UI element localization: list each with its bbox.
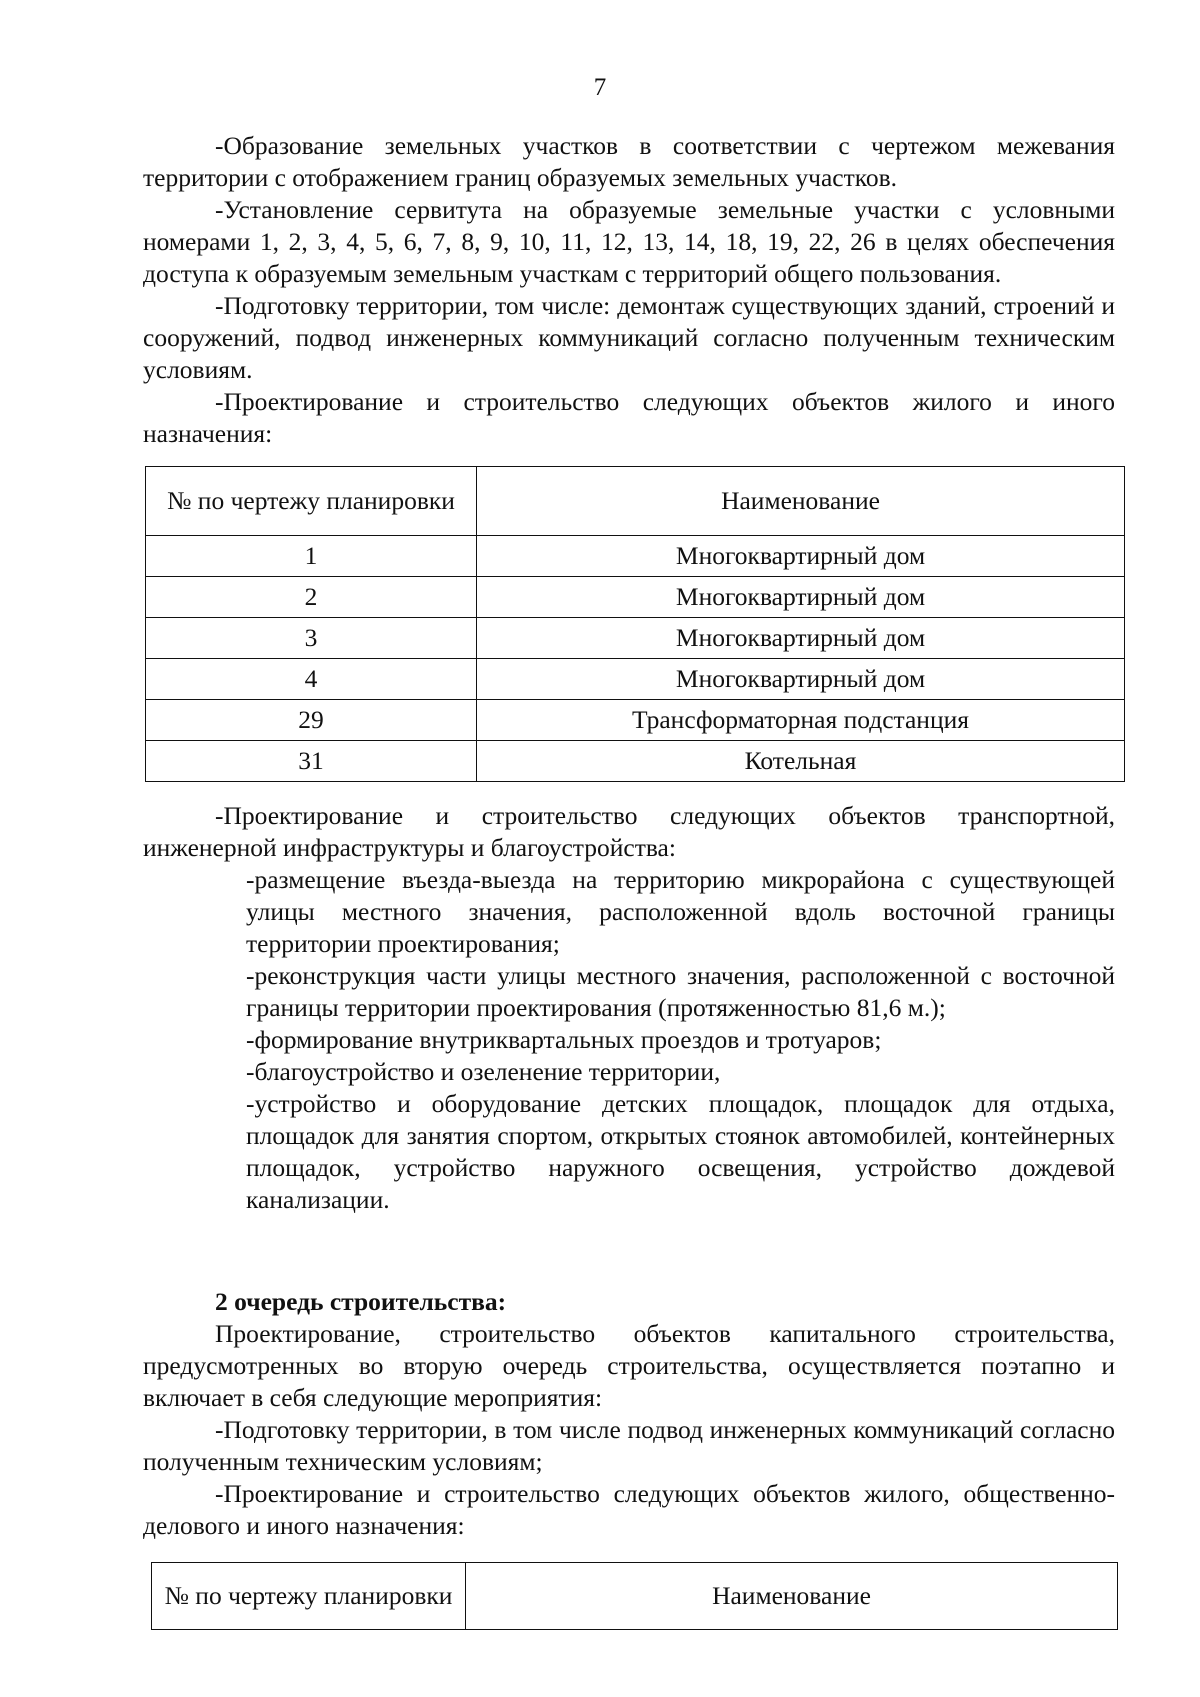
- cell-number: 31: [146, 741, 477, 782]
- header-cell-number: № по чертежу планировки: [152, 1563, 466, 1630]
- list-item: -формирование внутриквартальных проездов и тротуаров;: [246, 1025, 882, 1054]
- page-number: 7: [593, 74, 607, 101]
- cell-name: Котельная: [477, 741, 1125, 782]
- objects-table-stage-1: [145, 466, 1125, 782]
- table-header-row: [152, 1563, 1118, 1630]
- table-header-row: [146, 467, 1125, 536]
- paragraph-servitude: -Установление сервитута на образуемые земельные участки с условными номерами 1, 2, 3, 4, 5, 6, 7, 8, 9, 10, 11, 12, 13, 14, 18, 19, 22, 26 в целях обеспечения доступа к образуемым земельным участкам с территорий общего пользования.: [143, 195, 1115, 288]
- section-2-intro: [143, 800, 1115, 864]
- cell-name: Многоквартирный дом: [477, 536, 1125, 577]
- list-item: -размещение въезда-выезда на территорию микрорайона с существующей улицы местного значения, расположенной вдоль восточной границы территории проектирования;: [246, 865, 1115, 958]
- paragraph-infrastructure: -Проектирование и строительство следующих объектов транспортной, инженерной инфраструктуры и благоустройства:: [143, 801, 1115, 862]
- objects-table-stage-2: [151, 1562, 1118, 1630]
- table-row: [146, 700, 1125, 741]
- header-cell-name: Наименование: [477, 467, 1125, 536]
- section-3: [143, 1318, 1115, 1542]
- section-1: [143, 130, 1115, 450]
- list-item: -устройство и оборудование детских площадок, площадок для отдыха, площадок для занятия спортом, открытых стоянок автомобилей, контейнерных площадок, устройство наружного освещения, устройство дождевой канализации.: [246, 1089, 1115, 1214]
- list-item: -благоустройство и озеленение территории,: [246, 1057, 721, 1086]
- table-row: [146, 659, 1125, 700]
- cell-number: 2: [146, 577, 477, 618]
- paragraph-stage-2-intro: Проектирование, строительство объектов капитального строительства, предусмотренных во вторую очередь строительства, осуществляется поэтапно и включает в себя следующие мероприятия:: [143, 1319, 1115, 1412]
- cell-name: Многоквартирный дом: [477, 618, 1125, 659]
- header-cell-number: № по чертежу планировки: [146, 467, 477, 536]
- cell-name: Многоквартирный дом: [477, 659, 1125, 700]
- cell-number: 29: [146, 700, 477, 741]
- cell-number: 1: [146, 536, 477, 577]
- cell-name: Трансформаторная подстанция: [477, 700, 1125, 741]
- section-heading-stage-2: 2 очередь строительства:: [215, 1287, 507, 1316]
- header-cell-name: Наименование: [466, 1563, 1118, 1630]
- paragraph-stage-2-preparation: -Подготовку территории, в том числе подвод инженерных коммуникаций согласно полученным техническим условиям;: [143, 1415, 1115, 1476]
- table-row: [146, 741, 1125, 782]
- cell-number: 3: [146, 618, 477, 659]
- infrastructure-list: [246, 864, 1115, 1216]
- paragraph-territory-preparation: -Подготовку территории, том числе: демонтаж существующих зданий, строений и сооружений, подвод инженерных коммуникаций согласно полученным техническим условиям.: [143, 291, 1115, 384]
- cell-name: Многоквартирный дом: [477, 577, 1125, 618]
- list-item: -реконструкция части улицы местного значения, расположенной с восточной границы территории проектирования (протяженностью 81,6 м.);: [246, 961, 1115, 1022]
- table-row: [146, 536, 1125, 577]
- paragraph-residential-objects: -Проектирование и строительство следующих объектов жилого и иного назначения:: [143, 387, 1115, 448]
- cell-number: 4: [146, 659, 477, 700]
- table-row: [146, 577, 1125, 618]
- table-row: [146, 618, 1125, 659]
- paragraph-stage-2-objects: -Проектирование и строительство следующих объектов жилого, общественно-делового и иного назначения:: [143, 1479, 1115, 1540]
- paragraph-land-plots: -Образование земельных участков в соответствии с чертежом межевания территории с отображением границ образуемых земельных участков.: [143, 131, 1115, 192]
